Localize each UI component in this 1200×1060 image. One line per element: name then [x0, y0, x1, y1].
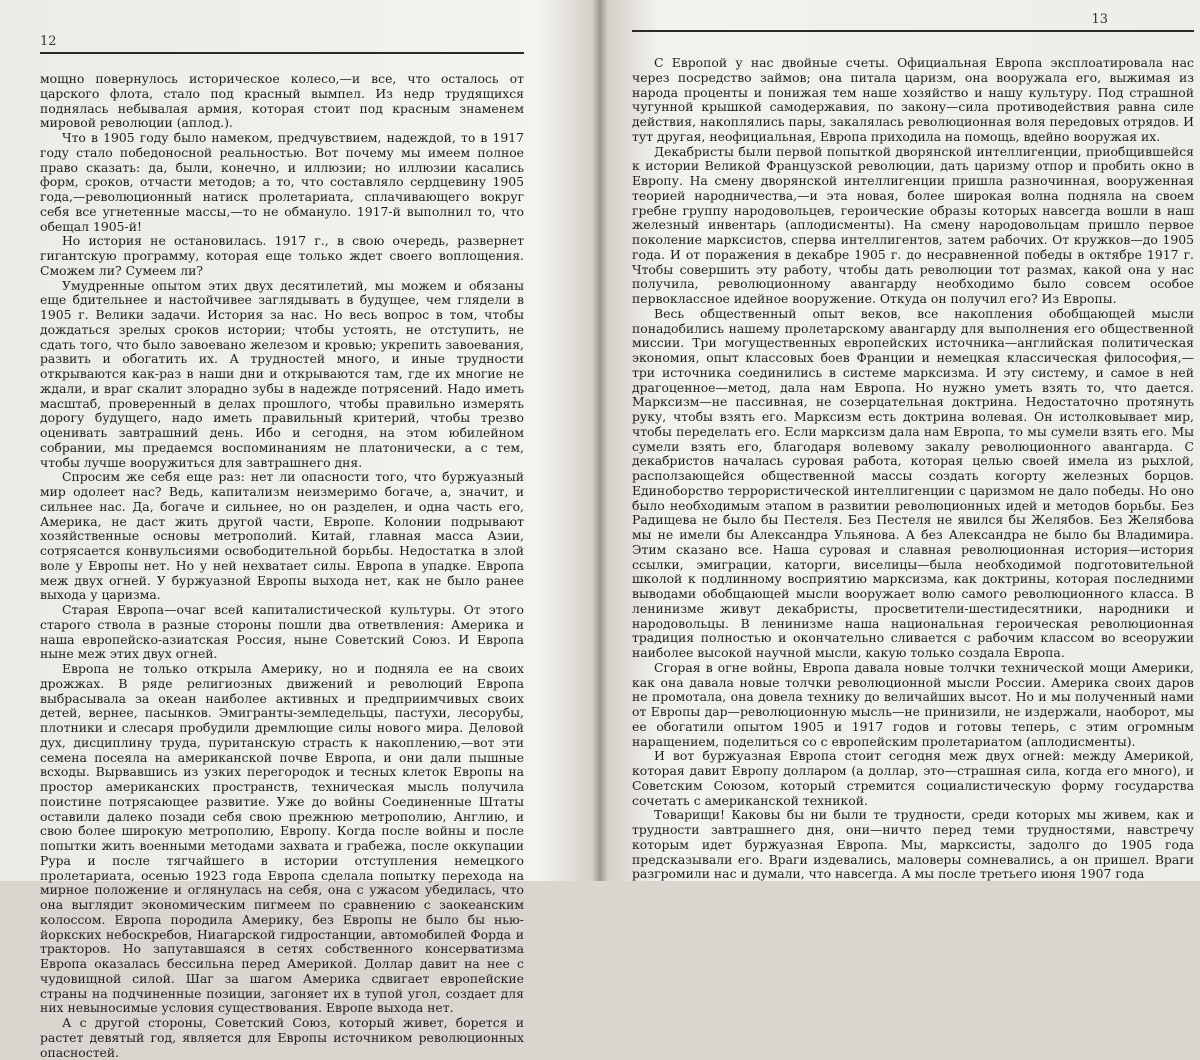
left-paragraph-3: Но история не остановилась. 1917 г., в свою очередь, развернет гигантскую программу, которая еще только ждет своего воплощения. Сможем ли? Сумеем ли? [40, 233, 524, 278]
left-page [0, 0, 596, 1060]
left-paragraph-7: Европа не только открыла Америку, но и подняла ее на своих дрожжах. В ряде религиозных движений и революций Европа выбрасывала за океан наиболее активных и предприимчивых своих детей, вернее, пасынков. Эмигранты-земледельцы, пастухи, лесорубы, плотники и слесаря пробудили дремлющие силы нового мира. Деловой дух, дисциплину труда, пуританскую страсть к накоплению,—вот эти семена посеяла на американской почве Европа, и они дали пышные всходы. Вырвавшись из узких перегородок и тесных клеток Европы на простор американских пространств, техническая мысль получила поистине потрясающее развитие. Уже до войны Соединенные Штаты оставили далеко позади себя свою прежнюю метрополию, Англию, и свою более широкую метрополию, Европу. Когда после войны и после попытки жить военными методами захвата и грабежа, после оккупации Рура и после тягчайшего в истории отступления немецкого пролетариата, осенью 1923 года Европа сделала попытку перехода на мирное положение и оглянулась на себя, она с ужасом убедилась, что она выглядит экономическим пигмеем по сравнению с заокеанским колоссом. Европа породила Америку, без Европы не было бы нью-йоркских небоскребов, Ниагарской гидростанции, автомобилей Форда и тракторов. Но запутавшаяся в сетях собственного консерватизма Европа оказалась бессильна перед Америкой. Доллар давит на нее с чудовищной силой. Шаг за шагом Америка сдвигает европейские страны на подчиненные позиции, загоняет их в тупой угол, создает для них невыносимые условия существования. Европе выхода нет. [40, 661, 524, 1016]
left-page-number: 12 [40, 34, 57, 49]
right-paragraph-1: С Европой у нас двойные счеты. Официальная Европа эксплоатировала нас через посредство займов; она питала царизм, она вооружала его, выжимая из народа проценты и понижая тем наше хозяйство и нашу культуру. Под страшной чугунной крышкой самодержавия, по закону—сила противодействия равна силе действия, накоплялись пары, закалялась революционная воля передовых отрядов. И тут другая, неофициальная, Европа приходила на помощь, вдейно вооружая их. [632, 55, 1194, 144]
right-paragraph-6: Товарищи! Каковы бы ни были те трудности, среди которых мы живем, как и трудности завтрашнего дня, они—ничто перед теми трудностями, навстречу которым идет буржуазная Европа. Мы, марксисты, задолго до 1905 года предсказывали его. Враги издевались, маловеры сомневались, а он пришел. Враги разгромили нас и думали, что навсегда. А мы после третьего июня 1907 года [632, 807, 1194, 882]
right-paragraph-3: Весь общественный опыт веков, все накопления обобщающей мысли понадобились нашему пролетарскому авангарду для выполнения его общественной миссии. Три могущественных европейских источника—английская политическая экономия, опыт классовых боев Франции и немецкая классическая философия,—три источника соединились в системе марксизма. И эту систему, и самое в ней драгоценное—метод, дала нам Европа. Но нужно уметь взять то, что дается. Марксизм—не пассивная, не созерцательная доктрина. Недостаточно протянуть руку, чтобы взять его. Марксизм есть доктрина волевая. Он истолковывает мир, чтобы переделать его. Если марксизм дала нам Европа, то мы сумели взять его. Мы сумели взять его, благодаря волевому закалу революционного авангарда. С декабристов началась суровая работа, которая целью своей имела из рыхлой, расползающейся общественной массы создать когорту железных борцов. Единоборство террористической интеллигенции с царизмом не дало победы. Но оно было необходимым этапом в развитии революционных идей и методов борьбы. Без Радищева не было бы Пестеля. Без Пестеля не явился бы Желябов. Без Желябова мы не имели бы Александра Ульянова. А без Александра не было бы Владимира. Этим сказано все. Наша суровая и славная революционная история—история ссылки, эмиграции, каторги, виселицы—была необходимой подготовительной школой к подлинному восприятию марксизма, как доктрины, которая последними выводами обобщающей мысли вооружает волю самого революционного класса. В ленинизме живут декабристы, просветители-шестидесятники, народники и народовольцы. В ленинизме наша национальная героическая революционная традиция полностью и окончательно сливается с рабочим классом во всеоружии наиболее высокой научной мысли, какую только создала Европа. [632, 305, 1194, 660]
left-header-rule [40, 52, 524, 54]
left-page-text [40, 72, 524, 1060]
left-paragraph-6: Старая Европа—очаг всей капиталистической культуры. От этого старого ствола в разные стороны пошли два ответвления: Америка и наша европейско-азиатская Россия, ныне Советский Союз. И Европа ныне меж этих двух огней. [40, 602, 524, 662]
right-header-rule [632, 30, 1194, 32]
left-paragraph-1: мощно повернулось историческое колесо,—и все, что осталось от царского флота, стало под красный вымпел. Из недр трудящихся поднялась небывалая армия, которая стоит под красным знаменем мировой революции (аплод.). [40, 71, 524, 131]
left-paragraph-5: Спросим же себя еще раз: нет ли опасности того, что буржуазный мир одолеет нас? Ведь, капитализм неизмеримо богаче, а, значит, и сильнее нас. Да, богаче и сильнее, но он разделен, и одна часть его, Америка, не даст жить другой части, Европе. Колонии подрывают хозяйственные основы метрополий. Китай, главная масса Азии, сотрясается конвульсиями освободительной борьбы. Недостатка в злой воле у Европы нет. Но у ней нехватает силы. Европа в упадке. Европа меж двух огней. У буржуазной Европы выхода нет, как не было ранее выхода у царизма. [40, 469, 524, 603]
left-paragraph-2: Что в 1905 году было намеком, предчувствием, надеждой, то в 1917 году стало победоносной реальностью. Вот почему мы имеем полное право сказать: да, были, конечно, и иллюзии; но иллюзии касались форм, сроков, отчасти методов; а то, что составляло сердцевину 1905 года,—революционный натиск пролетариата, сплачивающего вокруг себя все угнетенные массы,—то не обмануло. 1917-й выполнил то, что обещал 1905-й! [40, 130, 524, 234]
left-paragraph-4: Умудренные опытом этих двух десятилетий, мы можем и обязаны еще бдительнее и настойчивее заглядывать в будущее, чем глядели в 1905 г. Велики задачи. История за нас. Но весь вопрос в том, чтобы дождаться зрелых сроков истории; чтобы устоять, не отступить, не сдать того, что было завоевано железом и кровью; укрепить завоевания, развить и обогатить их. А трудностей много, и иные трудности открываются как-раз в наши дни и открываются там, где их многие не ждали, и враг скалит злорадно зубы в надежде потрясений. Надо иметь масштаб, проверенный в делах прошлого, чтобы правильно измерять дорогу будущего, надо иметь правильный критерий, чтобы трезво оценивать завтрашний день. Ибо и сегодня, на этом юбилейном собрании, мы предаемся воспоминаниям не платонически, а с тем, чтобы лучше вооружиться для завтрашнего дня. [40, 277, 524, 470]
right-paragraph-2: Декабристы были первой попыткой дворянской интеллигенции, приобщившейся к истории Великой Французской революции, дать царизму отпор и пробить окно в Европу. На смену дворянской интеллигенции пришла разночинная, вооруженная теорией народничества,—и эта новая, более широкая волна подняла на своем гребне группу народовольцев, героические образы которых навсегда вошли в наш железный инвентарь (аплодисменты). На смену народовольцам пришло первое поколение марксистов, сперва интеллигентов, затем рабочих. От кружков—до 1905 года. И от поражения в декабре 1905 г. до несравненной победы в октябре 1917 г. Чтобы совершить эту работу, чтобы дать революции тот размах, какой она у нас получила, революционному авангарду необходимо было совсем особое первоклассное идейное вооружение. Откуда он получил его? Из Европы. [632, 143, 1194, 306]
left-paragraph-8: А с другой стороны, Советский Союз, который живет, борется и растет девятый год, является для Европы источником революционных опасностей. [40, 1015, 524, 1060]
right-page-text [632, 56, 1194, 882]
right-paragraph-5: И вот буржуазная Европа стоит сегодня меж двух огней: между Америкой, которая давит Европу долларом (а доллар, это—страшная сила, когда его много), и Советским Союзом, который стремится социалистическую форму государства сочетать с американской техникой. [632, 748, 1194, 808]
right-paragraph-4: Сгорая в огне войны, Европа давала новые толчки технической мощи Америки, как она давала новые толчки революционной мысли России. Америка своих даров не промотала, она довела технику до величайших высот. Но и мы полученный нами от Европы дар—революционную мысль—не принизили, не издержали, наоборот, мы ее обогатили опытом 1905 и 1917 годов и готовы теперь, с этим огромным наращением, поделиться со с европейским пролетариатом (аплодисменты). [632, 659, 1194, 749]
right-page [604, 0, 1200, 881]
right-page-number: 13 [1091, 12, 1108, 27]
